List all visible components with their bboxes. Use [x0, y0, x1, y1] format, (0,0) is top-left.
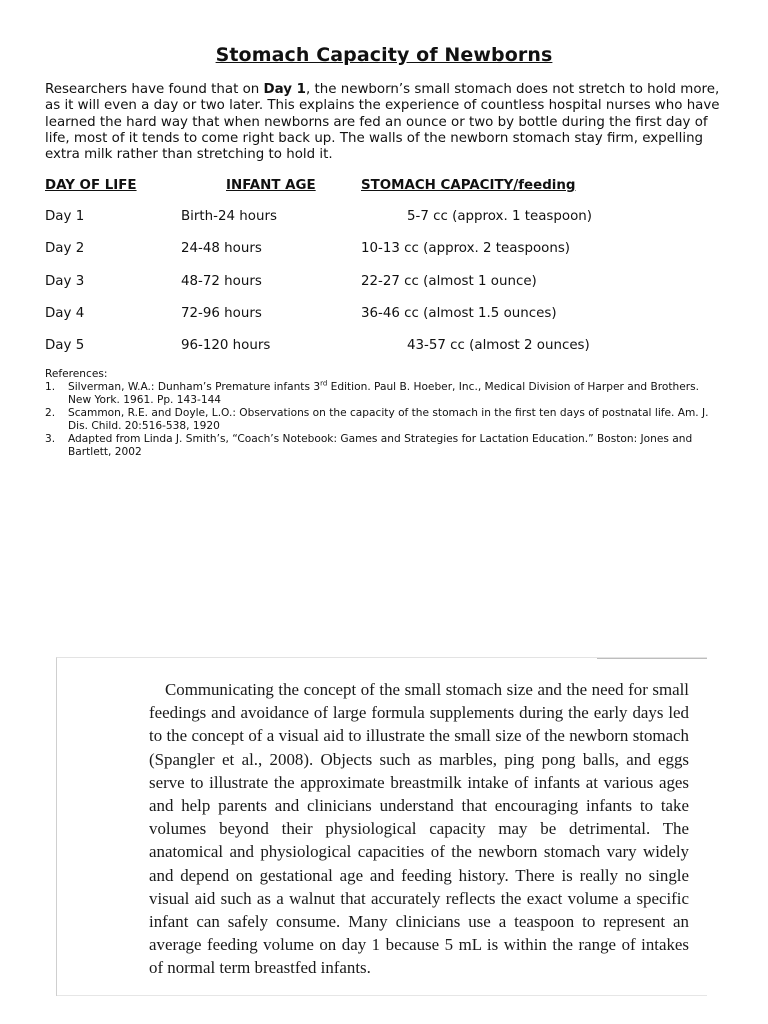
cell-capacity: 10-13 cc (approx. 2 teaspoons)	[361, 241, 571, 257]
header-day-of-life: DAY OF LIFE	[45, 178, 137, 193]
cell-age: Birth-24 hours	[181, 209, 277, 224]
reference-text: Silverman, W.A.: Dunham’s Premature infants 3	[68, 381, 321, 393]
reference-text: Scammon, R.E. and Doyle, L.O.: Observations on the capacity of the stomach in the first ten days of postnatal life. Am. J. Dis. Child. 20:516-538, 1920	[68, 407, 709, 432]
reference-number: 1.	[45, 381, 56, 393]
table-header-row	[45, 178, 735, 209]
scan-edge-top	[597, 658, 707, 659]
cell-age: 72-96 hours	[181, 305, 262, 321]
reference-item	[45, 407, 725, 433]
reference-text: Adapted from Linda J. Smith’s, “Coach’s Notebook: Games and Strategies for Lactation Education.” Boston: Jones and Bartlett, 2002	[68, 433, 693, 458]
cell-age: 48-72 hours	[181, 273, 262, 289]
table-row	[45, 306, 735, 338]
intro-text-rest: , the newborn’s small stomach does not stretch to hold more, as it will even a day or two later. This explains the experience of countless hospital nurses who have learned the hard way that when newborns are fed an ounce or two by bottle during the first day of life, most of it tends to come right back up. The walls of the newborn stomach stay firm, expelling extra milk rather than stretching to hold it.	[45, 82, 720, 163]
reference-number: 2.	[45, 407, 56, 419]
cell-day: Day 1	[45, 209, 85, 224]
cell-age: 24-48 hours	[181, 241, 262, 257]
table-row	[45, 338, 735, 370]
header-infant-age: INFANT AGE	[226, 178, 316, 193]
cell-day: Day 3	[45, 273, 85, 289]
scan-edge-bottom	[57, 995, 707, 996]
table-row	[45, 209, 735, 241]
cell-capacity: 22-27 cc (almost 1 ounce)	[361, 273, 537, 289]
references-section	[45, 368, 725, 459]
cell-capacity: 36-46 cc (almost 1.5 ounces)	[361, 305, 557, 321]
reference-item	[45, 381, 725, 407]
reference-text-cont: Edition. Paul B. Hoeber, Inc., Medical Division of Harper and Brothers. New York. 1961. Pp. 143-144	[68, 381, 699, 406]
cell-capacity: 5-7 cc (approx. 1 teaspoon)	[407, 209, 593, 224]
table-row	[45, 241, 735, 273]
cell-capacity: 43-57 cc (almost 2 ounces)	[407, 338, 590, 354]
excerpt-paragraph: Communicating the concept of the small stomach size and the need for small feedings and avoidance of large formula supplements during the early days led to the concept of a visual aid to illustrate the small size of the newborn stomach (Spangler et al., 2008). Objects such as marbles, ping pong balls, and eggs serve to illustrate the approximate breastmilk intake of infants at various ages and help parents and clinicians understand that encouraging infants to take volumes beyond their physiological capacity may be detrimental. The anatomical and physiological capacities of the newborn stomach vary widely and depend on gestational age and feeding history. There is really no single visual aid such as a walnut that accurately reflects the exact volume a specific infant can safely consume. Many clinicians use a teaspoon to represent an average feeding volume on day 1 because 5 mL is within the range of intakes of normal term breastfed infants.	[149, 680, 689, 978]
reference-item	[45, 433, 725, 459]
reference-superscript: rd	[320, 379, 328, 388]
references-heading: References:	[45, 368, 108, 380]
intro-bold-day1: Day 1	[263, 82, 306, 97]
cell-day: Day 2	[45, 241, 85, 257]
capacity-table	[45, 178, 735, 370]
scanned-excerpt	[56, 657, 707, 996]
reference-number: 3.	[45, 433, 56, 445]
intro-paragraph	[45, 82, 735, 163]
cell-day: Day 4	[45, 305, 85, 321]
table-row	[45, 274, 735, 306]
intro-text-start: Researchers have found that on	[45, 82, 264, 97]
cell-day: Day 5	[45, 338, 85, 354]
cell-age: 96-120 hours	[181, 338, 271, 354]
page-title: Stomach Capacity of Newborns	[215, 44, 553, 66]
header-stomach-capacity: STOMACH CAPACITY/feeding	[361, 178, 576, 193]
